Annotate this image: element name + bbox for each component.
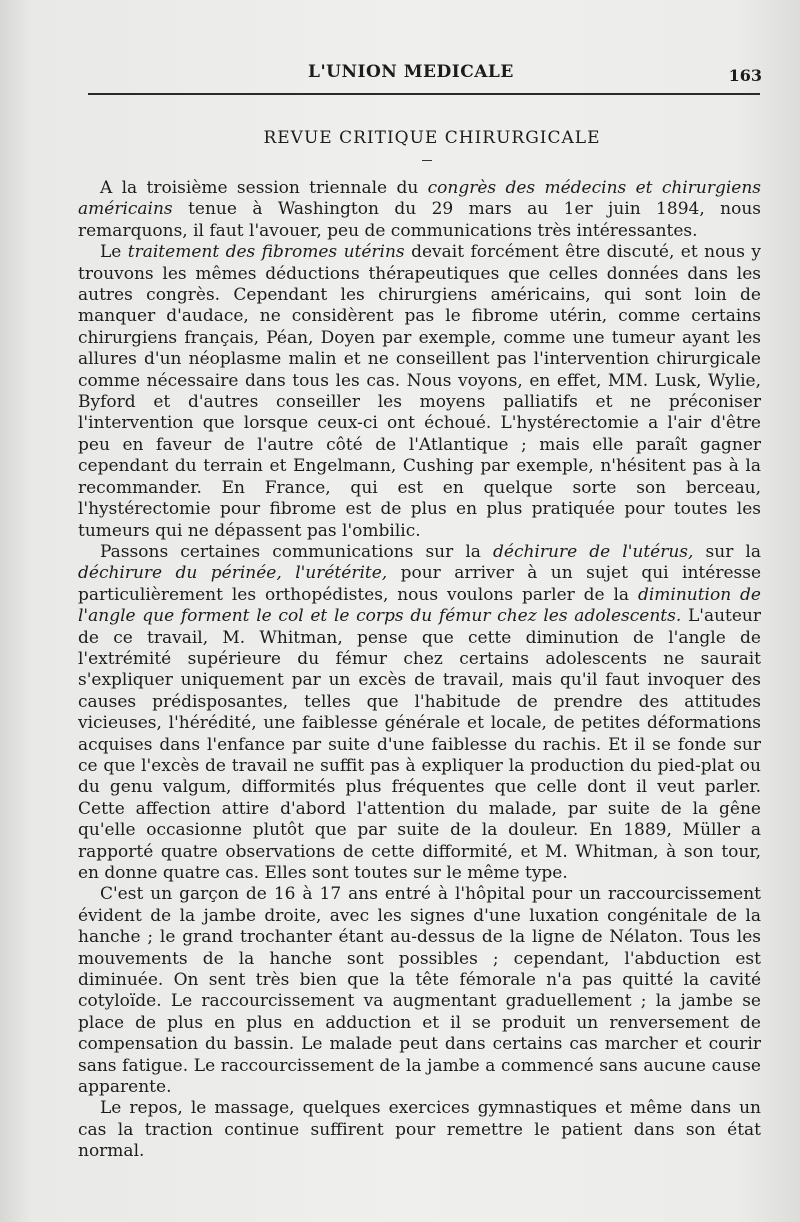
text-run	[282, 563, 295, 583]
paragraph	[78, 242, 761, 542]
text-run: devait forcément être discuté, et nous y trouvons les mêmes déductions thérapeutiques que celles données dans les autres congrès. Cependant les chirurgiens américains, qui sont loin de manquer d'audace, ne considèrent pas le fibrome utérin, comme certains chirurgiens français, Péan, Doyen par exemple, comme une tumeur ayant les allures d'un néoplasme malin et ne conseillent pas l'intervention chirurgicale comme nécessaire dans tous les cas. Nous voyons, en effet, MM. Lusk, Wylie, Byford et d'autres conseiller les moyens palliatifs et ne préconiser l'intervention que lorsque ceux-ci ont échoué. L'hystérectomie a l'air d'être peu en faveur de l'autre côté de l'Atlantique ; mais elle paraît gagner cependant du terrain et Engelmann, Cushing par exemple, n'hésitent pas à la recommander. En France, qui est en quelque sorte son berceau, l'hystérectomie pour fibrome est de plus en plus pratiquée pour toutes les tumeurs qui ne dépassent pas l'ombilic.	[78, 242, 762, 541]
text-run: Le repos, le massage, quelques exercices gymnastiques et même dans un cas la traction continue suffirent pour remettre le patient dans son état normal.	[78, 1098, 761, 1162]
paragraph	[78, 542, 761, 885]
italic-run: déchirure de l'utérus,	[493, 541, 694, 562]
text-run: Passons certaines communications sur la	[100, 541, 494, 562]
text-run: C'est un garçon de 16 à 17 ans entré à l'hôpital pour un raccourcissement évident de la jambe droite, avec les signes d'une luxation congénitale de la hanche ; le grand trochanter étant au-dessus de la ligne de Nélaton. Tous les mouvements de la hanche sont possibles ; cependant, l'abduction est diminuée. On sent très bien que la tête fémorale n'a pas quitté la cavité cotyloïde. Le raccourcissement va augmentant graduellement ; la jambe se place de plus en plus en adduction et il se produit un renversement de compensation du bassin. Le malade peut dans certains cas marcher et courir sans fatigue. Le raccourcissement de la jambe a commencé sans aucune cause apparente.	[78, 884, 761, 1098]
italic-run: l'urétérite,	[295, 563, 388, 584]
running-title: L'UNION MEDICALE	[308, 62, 514, 82]
text-run: tenue à Washington du 29 mars au 1er juin 1894, nous remarquons, il faut l'avouer, peu de communications très intéressantes.	[78, 199, 761, 241]
paragraph	[78, 1098, 761, 1162]
text-run: pour arriver à un sujet qui intéresse particulièrement les orthopédistes, nous voulons parler de la	[78, 563, 762, 605]
paragraph	[78, 884, 761, 1098]
title-dash	[422, 160, 432, 161]
article-body	[78, 178, 761, 1163]
header-rule	[88, 93, 760, 95]
running-head	[78, 62, 764, 92]
paragraph	[78, 178, 761, 242]
text-run: L'auteur de ce travail, M. Whitman, pense que cette diminution de l'angle de l'extrémité supérieure du fémur chez certains adolescents ne saurait s'expliquer uniquement par un excès de travail, mais qu'il faut invoquer des causes prédisposantes, telles que l'habitude de prendre des attitudes vicieuses, l'hérédité, une faiblesse générale et locale, de petites déformations acquises dans l'enfance par suite d'une faiblesse du rachis. Et il se fonde sur ce que l'excès de travail ne suffit pas à expliquer la production du pied-plat ou du genu valgum, difformités plus fréquentes que celle dont il veut parler. Cette affection attire d'abord l'attention du malade, par suite de la gêne qu'elle occasionne plutôt que par suite de la douleur. En 1889, Müller a rapporté quatre observations de cette difformité, et M. Whitman, à son tour, en donne quatre cas. Elles sont toutes sur le même type.	[78, 606, 762, 883]
text-run: A la troisième session triennale du	[100, 178, 428, 198]
italic-run: congrès des médecins et chirurgiens américains	[78, 178, 761, 220]
text-run: sur la	[693, 541, 761, 562]
page-number: 163	[728, 66, 762, 85]
italic-run: diminution de l'angle que forment le col et le corps du fémur chez les adolescents.	[78, 584, 761, 627]
text-run: Le	[100, 242, 128, 263]
italic-run: déchirure du périnée,	[78, 563, 282, 584]
section-title	[0, 128, 800, 148]
section-title-text: REVUE CRITIQUE CHIRURGICALE	[263, 128, 601, 148]
italic-run: traitement des fibromes utérins	[127, 242, 405, 263]
